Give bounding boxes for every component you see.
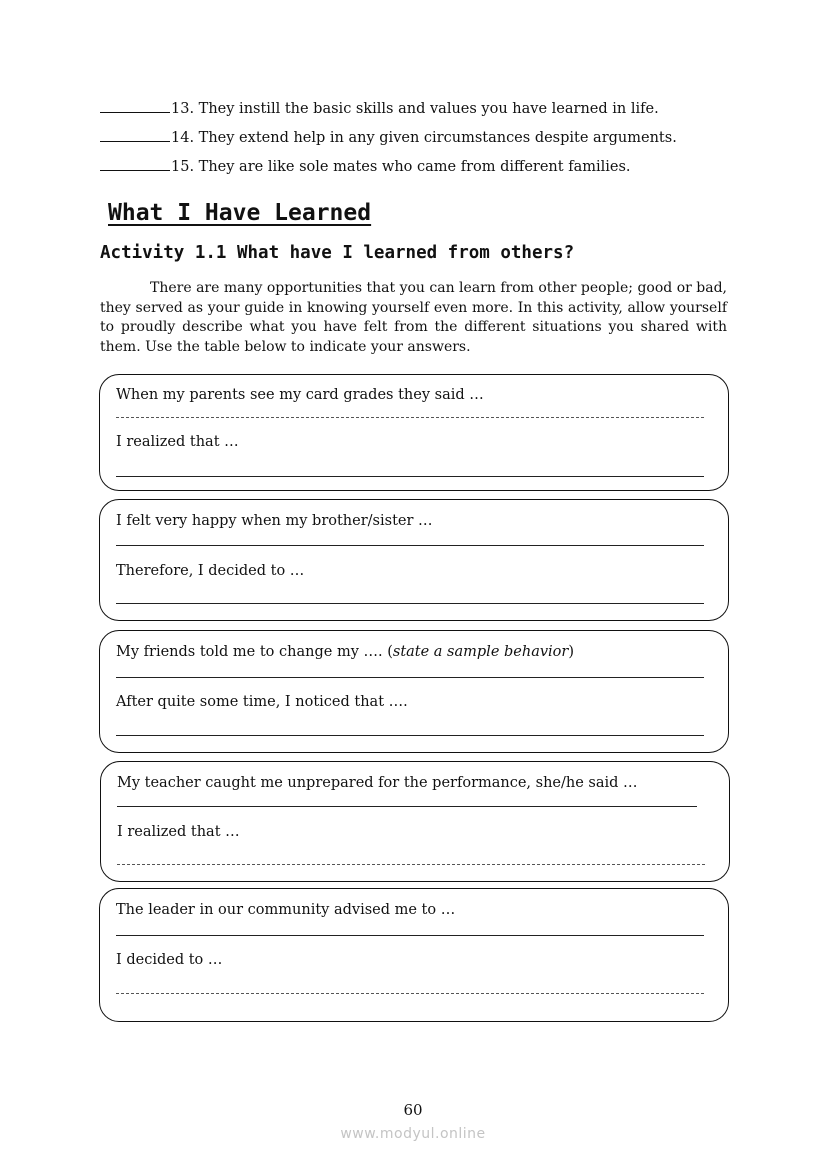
box-prompt: Therefore, I decided to … <box>116 563 305 579</box>
prompt-italic-hint: state a sample behavior <box>392 644 569 660</box>
question-text: 14. They extend help in any given circumstances despite arguments. <box>171 130 677 146</box>
reflection-box-teacher <box>100 761 730 882</box>
question-item-13 <box>100 101 659 117</box>
activity-title: Activity 1.1 What have I learned from others? <box>100 243 575 263</box>
page-number: 60 <box>403 1101 423 1119</box>
box-prompt: My teacher caught me unprepared for the performance, she/he said … <box>117 775 638 791</box>
watermark: www.modyul.online <box>340 1126 486 1142</box>
answer-line[interactable] <box>116 417 704 418</box>
reflection-box-friends <box>99 630 729 753</box>
prompt-text-close: ) <box>568 644 575 660</box>
prompt-text: My friends told me to change my …. ( <box>116 644 393 660</box>
answer-line[interactable] <box>116 545 704 546</box>
box-prompt: After quite some time, I noticed that …. <box>116 694 408 710</box>
answer-line[interactable] <box>117 806 697 807</box>
reflection-box-community-leader <box>99 888 729 1022</box>
reflection-box-parents <box>99 374 729 491</box>
box-prompt: I felt very happy when my brother/sister … <box>116 513 433 529</box>
answer-line[interactable] <box>116 935 704 936</box>
box-prompt: When my parents see my card grades they said … <box>116 387 484 403</box>
intro-paragraph: There are many opportunities that you can learn from other people; good or bad, they served as your guide in knowing yourself even more. In this activity, allow yourself to proudly describe what you have felt from the different situations you shared with them. Use the table below to indicate your answers. <box>100 280 727 355</box>
box-prompt: The leader in our community advised me to … <box>116 902 456 918</box>
question-text: 15. They are like sole mates who came from different families. <box>171 159 631 175</box>
question-text: 13. They instill the basic skills and values you have learned in life. <box>171 101 659 117</box>
answer-line[interactable] <box>116 476 704 477</box>
answer-blank[interactable] <box>100 141 170 142</box>
answer-line[interactable] <box>117 864 705 865</box>
box-prompt: I realized that … <box>117 824 240 840</box>
reflection-box-sibling <box>99 499 729 621</box>
answer-line[interactable] <box>116 993 704 994</box>
question-item-15 <box>100 159 631 175</box>
section-title: What I Have Learned <box>108 200 372 226</box>
box-prompt: I realized that … <box>116 434 239 450</box>
question-item-14 <box>100 130 677 146</box>
answer-blank[interactable] <box>100 170 170 171</box>
answer-blank[interactable] <box>100 112 170 113</box>
answer-line[interactable] <box>116 677 704 678</box>
answer-line[interactable] <box>116 735 704 736</box>
answer-line[interactable] <box>116 603 704 604</box>
box-prompt <box>116 644 574 660</box>
box-prompt: I decided to … <box>116 952 223 968</box>
